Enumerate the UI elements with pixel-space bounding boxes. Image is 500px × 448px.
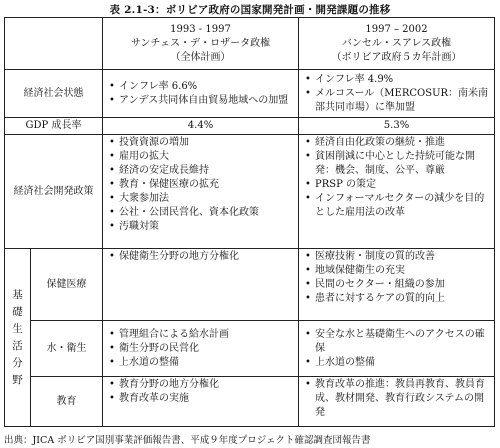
policy-right xyxy=(299,135,495,249)
education-label: 教育 xyxy=(31,377,103,427)
health-left xyxy=(103,249,299,321)
group-char: 野 xyxy=(12,373,23,386)
economy-label: 経済社会状態 xyxy=(5,70,103,118)
economy-left xyxy=(103,70,299,118)
list-item: • 教育改革の実施 xyxy=(107,392,294,406)
list-item: • 教育・保健医療の拡充 xyxy=(107,178,294,192)
header-banzer-period: 1997 – 2002 xyxy=(365,23,428,35)
list-item: • 汚職対策 xyxy=(107,220,294,234)
list-item: • インフレ率 6.6% xyxy=(107,80,294,94)
policy-label: 経済社会開発政策 xyxy=(5,135,103,249)
list-item: • 経済自由化政策の継続・推進 xyxy=(303,136,490,150)
list-item: • インフレ率 4.9% xyxy=(303,73,490,87)
water-right xyxy=(299,321,495,377)
economy-right xyxy=(299,70,495,118)
list-item: • PRSP の策定 xyxy=(303,178,490,192)
header-sanchez-period: 1993 - 1997 xyxy=(170,23,231,35)
group-char: 基 xyxy=(12,288,23,301)
gdp-left: 4.4% xyxy=(103,118,299,135)
list-item: • 安全な水と基礎衛生へのアクセスの確保 xyxy=(303,328,490,356)
water-label: 水・衛生 xyxy=(31,321,103,377)
economy-row xyxy=(5,70,495,118)
health-row xyxy=(5,249,495,321)
basic-living-group-label xyxy=(5,249,31,427)
health-right xyxy=(299,249,495,321)
list-item: • 上水道の整備 xyxy=(107,356,294,370)
list-item: • 教育改革の推進：教員再教育、教員育成、教材開発、教育行政システムの開発 xyxy=(303,378,490,420)
list-item: • 公社・公団民営化、資本化政策 xyxy=(107,206,294,220)
education-left xyxy=(103,377,299,427)
list-item: • メルコスール（MERCOSUR：南米南部共同市場）に準加盟 xyxy=(303,87,490,115)
group-char: 活 xyxy=(12,339,23,352)
header-banzer-name: バンセル・スアレス政権 xyxy=(341,37,452,49)
list-item: • 教育分野の地方分権化 xyxy=(107,378,294,392)
header-banzer xyxy=(299,18,495,70)
list-item: • 衛生分野の民営化 xyxy=(107,342,294,356)
education-right xyxy=(299,377,495,427)
header-sanchez xyxy=(103,18,299,70)
education-row xyxy=(5,377,495,427)
gdp-row xyxy=(5,118,495,135)
list-item: • 保健衛生分野の地方分権化 xyxy=(107,250,294,264)
list-item: • 管理組合による給水計画 xyxy=(107,328,294,342)
water-row xyxy=(5,321,495,377)
water-left xyxy=(103,321,299,377)
list-item: • 上水道の整備 xyxy=(303,356,490,370)
header-banzer-plan: （ボリビア政府５カ年計画） xyxy=(331,51,462,63)
development-plan-table xyxy=(4,17,495,427)
list-item: • インフォーマルセクターの減少を目的とした雇用法の改革 xyxy=(303,192,490,220)
header-sanchez-name: サンチェス・デ・ロザータ政権 xyxy=(130,37,271,49)
list-item: • 雇用の拡大 xyxy=(107,150,294,164)
gdp-right: 5.3% xyxy=(299,118,495,135)
table-caption: 表 2.1-3：ボリビア政府の国家開発計画・開発課題の推移 xyxy=(109,4,391,16)
group-char: 礎 xyxy=(12,305,23,318)
header-sanchez-plan: （全体計画） xyxy=(170,51,231,63)
policy-left xyxy=(103,135,299,249)
list-item: • 投資資源の増加 xyxy=(107,136,294,150)
health-label: 保健医療 xyxy=(31,249,103,321)
list-item: • 患者に対するケアの質的向上 xyxy=(303,292,490,306)
group-char: 分 xyxy=(12,356,23,369)
list-item: • アンデス共同体自由貿易地域への加盟 xyxy=(107,94,294,108)
list-item: • 医療技術・制度の質的改善 xyxy=(303,250,490,264)
list-item: • 貧困削減に中心とした持続可能な開発：機会、制度、公平、尊厳 xyxy=(303,150,490,178)
group-char: 生 xyxy=(12,322,23,335)
list-item: • 大衆参加法 xyxy=(107,192,294,206)
table-header-row xyxy=(5,18,495,70)
list-item: • 民間のセクター・組織の参加 xyxy=(303,278,490,292)
gdp-label: GDP 成長率 xyxy=(5,118,103,135)
policy-row xyxy=(5,135,495,249)
list-item: • 経済の安定成長維持 xyxy=(107,164,294,178)
source-note: 出典：JICA ボリビア国別事業評価報告書、平成９年度プロジェクト確認調査団報告書 xyxy=(4,435,371,446)
list-item: • 地域保健衛生の充実 xyxy=(303,264,490,278)
header-empty-cell xyxy=(5,18,103,70)
